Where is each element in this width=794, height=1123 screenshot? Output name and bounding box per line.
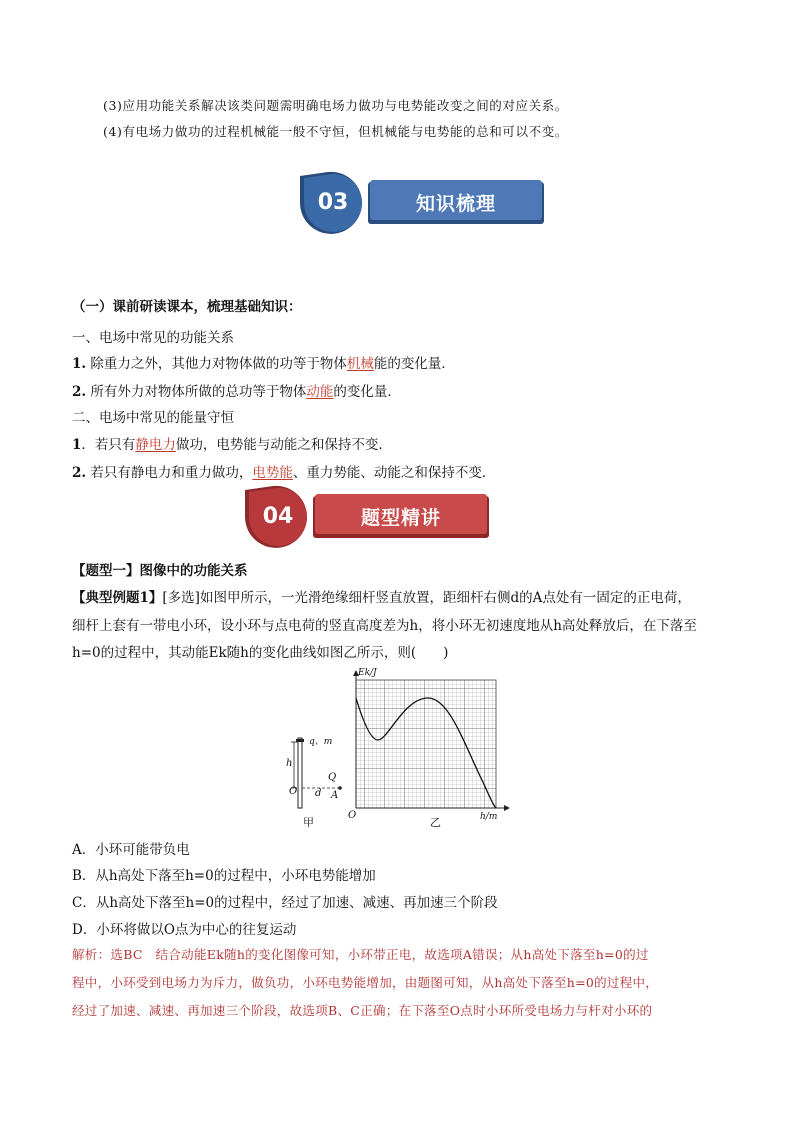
section-04-title: 题型精讲 (360, 507, 441, 529)
label-A: A (331, 790, 339, 801)
label-Q: Q (328, 772, 337, 783)
analysis-line-1: 解析：选BC 结合动能Ek随h的变化图像可知，小环带正电，故选项A错误；从h高处下落至h=0的过 (72, 947, 649, 962)
option-a: A．小环可能带负电 (72, 842, 190, 858)
knowledge-item-2: 2. 所有外力对物体所做的总功等于物体动能的变化量． (72, 384, 401, 400)
problem-line-1: 【典型例题1】[多选]如图甲所示，一光滑绝缘细杆竖直放置，距细杆右侧d的A点处有一固定的正电荷， (72, 590, 691, 606)
knowledge-item-3: 1．若只有静电力做功，电势能与动能之和保持不变． (72, 437, 392, 453)
label-qm: q、m (309, 737, 333, 747)
label-O: O (289, 786, 298, 797)
y-axis-label: Ek/J (358, 668, 377, 678)
intro-line-3: (3)应用功能关系解决该类问题需明确电场力做功与电势能改变之间的对应关系。 (103, 98, 568, 113)
caption-yi: 乙 (430, 816, 441, 829)
figure-yi (344, 668, 514, 828)
section-04-number: 04 (262, 504, 294, 529)
type-heading: 【题型一】图像中的功能关系 (72, 563, 248, 579)
option-c: C．从h高处下落至h=0的过程中，经过了加速、减速、再加速三个阶段 (72, 895, 498, 911)
section-03-banner (298, 170, 548, 236)
label-d: d (315, 788, 322, 799)
origin-label: O (348, 810, 357, 821)
analysis-line-3: 经过了加速、减速、再加速三个阶段，故选项B、C正确；在下落至O点时小环所受电场力与杆对小环的 (72, 1003, 653, 1018)
knowledge-sub-1: 一、电场中常见的功能关系 (72, 330, 234, 346)
option-b: B．从h高处下落至h=0的过程中，小环电势能增加 (72, 868, 376, 884)
ek-h-graph (344, 668, 514, 828)
section-03-title: 知识梳理 (415, 193, 496, 215)
knowledge-item-4: 2. 若只有静电力和重力做功，电势能、重力势能、动能之和保持不变． (72, 465, 496, 481)
figure-jia (280, 726, 350, 830)
section-03-number: 03 (317, 190, 349, 215)
intro-line-4: (4)有电场力做功的过程机械能一般不守恒，但机械能与电势能的总和可以不变。 (103, 124, 568, 139)
x-axis-label: h/m (480, 812, 498, 822)
knowledge-item-1: 1. 除重力之外，其他力对物体做的功等于物体机械能的变化量． (72, 356, 455, 372)
knowledge-heading: （一）课前研读课本，梳理基础知识： (72, 299, 302, 315)
caption-jia: 甲 (303, 816, 314, 829)
label-h: h (286, 758, 293, 769)
option-d: D．小环将做以O点为中心的往复运动 (72, 922, 297, 938)
knowledge-sub-2: 二、电场中常见的能量守恒 (72, 410, 234, 426)
analysis-line-2: 程中，小环受到电场力为斥力，做负功，小环电势能增加，由题图可知，从h高处下落至h=0的过程中， (72, 975, 659, 990)
problem-line-3: h=0的过程中，其动能Ek随h的变化曲线如图乙所示，则( ) (72, 645, 449, 661)
section-04-banner (243, 484, 493, 550)
problem-line-2: 细杆上套有一带电小环，设小环与点电荷的竖直高度差为h，将小环无初速度地从h高处释放后，在下落至 (72, 618, 697, 634)
